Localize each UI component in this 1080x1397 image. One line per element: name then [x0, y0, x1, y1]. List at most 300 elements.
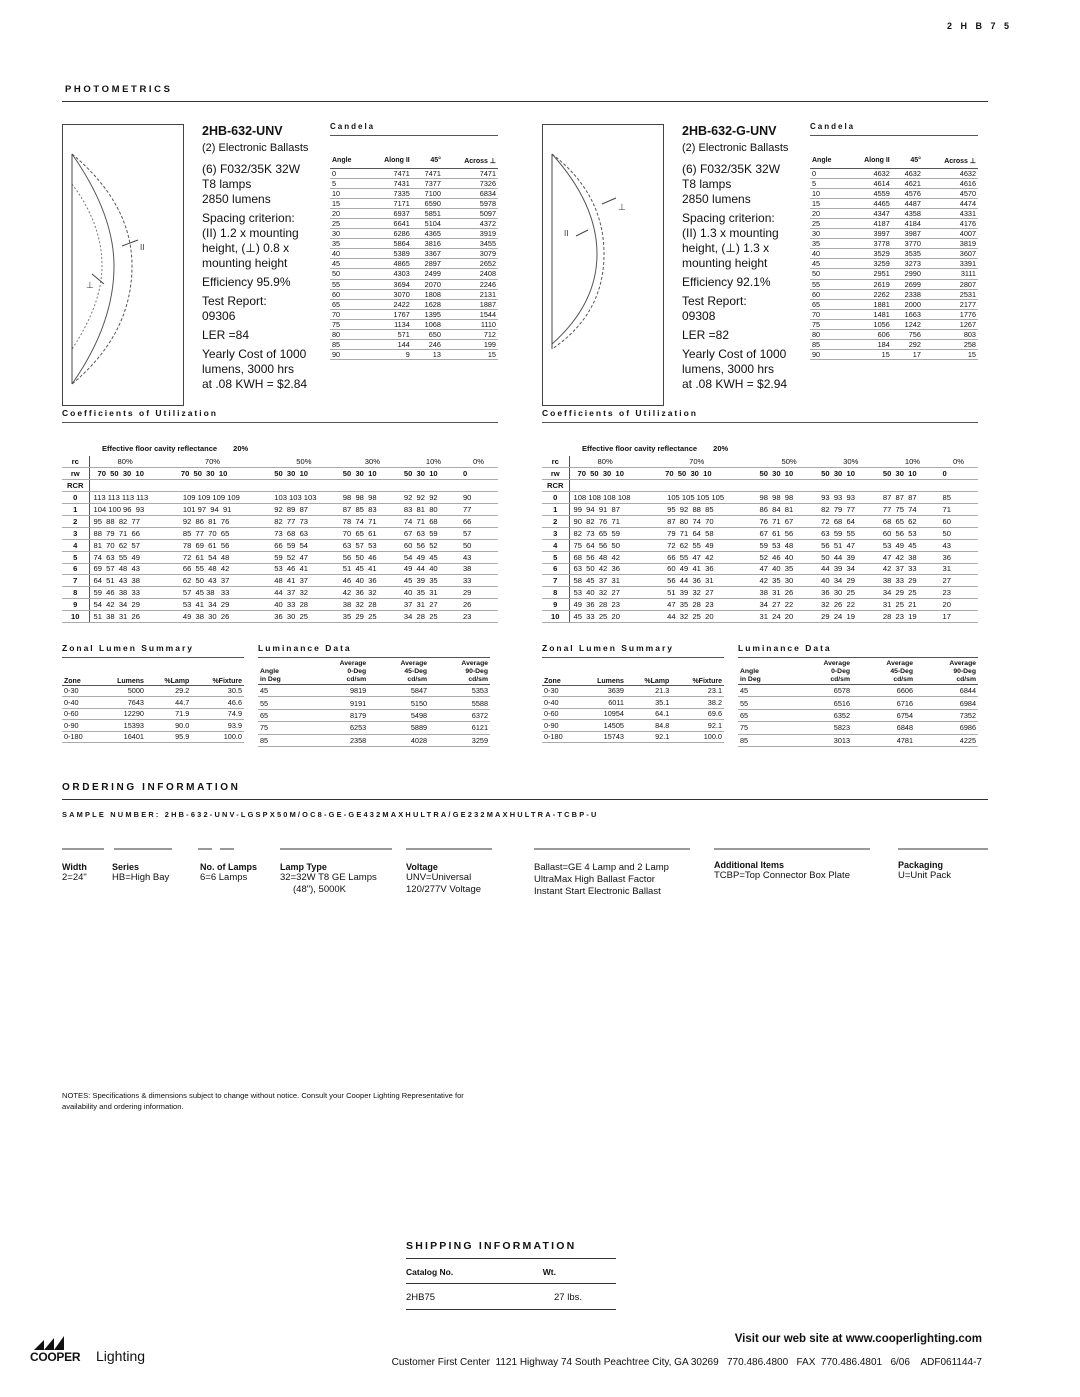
cu-value: 46 40 36: [339, 575, 400, 587]
cu-value: 69 57 48 43: [89, 563, 177, 575]
table-cell: 4614: [846, 178, 892, 188]
table-row: [62, 685, 244, 697]
spec-lamps: (6) F032/35K 32W: [682, 162, 781, 176]
cu-value: 53 46 41: [270, 563, 339, 575]
cu-value: 27: [941, 575, 978, 587]
cu-value: 93 93 93: [817, 492, 879, 504]
cu-efcr: [542, 443, 978, 454]
cu-value: 38: [461, 563, 498, 575]
table-cell: 65: [810, 299, 846, 309]
table-cell: 3639: [578, 685, 626, 697]
cu-value: 51 38 31 26: [89, 611, 177, 623]
luminance-body: [258, 685, 490, 747]
table-cell: 8179: [307, 709, 368, 721]
table-cell: 45: [330, 259, 366, 269]
table-cell: 5978: [443, 198, 498, 208]
table-cell: 7352: [915, 709, 978, 721]
candela-block: [810, 122, 978, 360]
table-row: [810, 289, 978, 299]
cu-value: 43: [461, 551, 498, 563]
table-cell: 1481: [846, 309, 892, 319]
cu-value: 50 44 39: [817, 551, 879, 563]
cu-value: 31 24 20: [755, 611, 817, 623]
order-lamps: [200, 862, 257, 884]
rcr-value: 1: [542, 504, 569, 516]
table-cell: 6848: [852, 722, 915, 734]
rc-30: 30%: [817, 456, 879, 468]
col-zone: Zone: [62, 672, 98, 685]
rw-10: 50 30 10: [879, 468, 941, 480]
cu-row: [542, 539, 978, 551]
rc-50: 50%: [270, 456, 339, 468]
col-across: Across ⊥: [923, 154, 978, 168]
table-cell: 2131: [443, 289, 498, 299]
cu-value: 32 26 22: [817, 599, 879, 611]
cu-value: 42 35 30: [755, 575, 817, 587]
table-row: [810, 188, 978, 198]
cu-value: 53 41 34 29: [177, 599, 270, 611]
table-cell: 60: [330, 289, 366, 299]
table-cell: 20: [330, 208, 366, 218]
cu-value: 36 30 25: [817, 587, 879, 599]
table-row: [330, 319, 498, 329]
table-cell: 85: [738, 734, 789, 746]
table-cell: 0-180: [62, 731, 98, 743]
cu-value: 51 39 32 27: [661, 587, 755, 599]
table-cell: 4007: [923, 229, 978, 239]
cu-value: 59 52 47: [270, 551, 339, 563]
table-cell: 246: [412, 340, 443, 350]
table-cell: 35: [810, 239, 846, 249]
col-45: 45°: [892, 154, 923, 168]
luminance-block-1: [258, 643, 490, 747]
spec-report-label: Test Report:: [682, 294, 747, 308]
cu-value: 47 40 35: [755, 563, 817, 575]
table-cell: 6986: [915, 722, 978, 734]
table-cell: 64.1: [626, 708, 671, 720]
order-series: [112, 862, 169, 884]
spec-spacing: Spacing criterion:: [682, 211, 775, 225]
spec-spacing-ii: (II) 1.2 x mounting: [202, 226, 299, 240]
cu-row: [62, 587, 498, 599]
table-cell: 6352: [789, 709, 852, 721]
table-cell: 4365: [412, 229, 443, 239]
cu-table: [542, 456, 978, 623]
table-cell: 4303: [366, 269, 412, 279]
cu-value: 72 61 54 48: [177, 551, 270, 563]
table-cell: 30: [330, 229, 366, 239]
panel-title: 2HB-632-UNV: [202, 124, 283, 138]
table-cell: 100.0: [191, 731, 244, 743]
table-cell: 16401: [98, 731, 146, 743]
spec-spacing-ii: (II) 1.3 x mounting: [682, 226, 779, 240]
efcr-value: 20%: [713, 444, 729, 453]
table-row: [62, 731, 244, 743]
table-row: [542, 720, 724, 732]
table-cell: 65: [738, 709, 789, 721]
cu-value: 98 98 98: [339, 492, 400, 504]
cu-value: 92 86 81 76: [177, 515, 270, 527]
table-cell: 85: [330, 340, 366, 350]
table-cell: 2951: [846, 269, 892, 279]
spec-cost-1: Yearly Cost of 1000: [682, 347, 787, 361]
table-cell: 6754: [852, 709, 915, 721]
col-45deg: Average 45-Deg cd/sm: [852, 660, 915, 685]
table-cell: 3607: [923, 249, 978, 259]
table-row: [258, 722, 490, 734]
table-row: [738, 709, 978, 721]
table-cell: 4465: [846, 198, 892, 208]
cu-value: 60 56 53: [879, 527, 941, 539]
table-cell: 15393: [98, 720, 146, 732]
zonal-block-1: [62, 643, 244, 743]
table-cell: 6844: [915, 685, 978, 697]
cu-value: 29 24 19: [817, 611, 879, 623]
shipping-col-catalog: Catalog No.: [406, 1267, 454, 1277]
cu-value: 44 39 34: [817, 563, 879, 575]
table-cell: 75: [738, 722, 789, 734]
notes: NOTES: Specifications & dimensions subject to change without notice. Consult your Cooper Lighting Representative for availability and ordering information.: [62, 1091, 464, 1111]
spec-spacing: Spacing criterion:: [202, 211, 295, 225]
col-angle: Angle: [330, 154, 366, 168]
table-cell: 25: [810, 218, 846, 228]
cu-value: 88 79 71 66: [89, 527, 177, 539]
table-row: [810, 198, 978, 208]
cu-value: 98 98 98: [755, 492, 817, 504]
order-voltage: [406, 862, 481, 896]
table-cell: 38.2: [671, 697, 724, 709]
table-cell: 55: [258, 697, 307, 709]
rc-70: 70%: [661, 456, 755, 468]
table-cell: 2990: [892, 269, 923, 279]
rcr-value: 10: [62, 611, 89, 623]
logo-mark-icon: [34, 1336, 64, 1350]
table-cell: 5: [810, 178, 846, 188]
cu-value: 40 35 31: [400, 587, 461, 599]
spec-spacing-perp: height, (⊥) 1.3 x: [682, 241, 770, 255]
cu-value: 43: [941, 539, 978, 551]
cu-value: 54 49 45: [400, 551, 461, 563]
table-cell: 0-90: [542, 720, 578, 732]
cu-value: 48 41 37: [270, 575, 339, 587]
table-cell: 4632: [892, 168, 923, 178]
table-cell: 6834: [443, 188, 498, 198]
cu-value: 47 42 38: [879, 551, 941, 563]
table-cell: 1056: [846, 319, 892, 329]
cu-row: [62, 551, 498, 563]
table-cell: 4559: [846, 188, 892, 198]
table-cell: 1395: [412, 309, 443, 319]
table-cell: 6641: [366, 218, 412, 228]
cu-value: 66 55 47 42: [661, 551, 755, 563]
table-cell: 55: [810, 279, 846, 289]
table-cell: 7377: [412, 178, 443, 188]
spec-lamps: (6) F032/35K 32W: [202, 162, 301, 176]
cu-value: 38 31 26: [755, 587, 817, 599]
table-cell: 0-40: [62, 697, 98, 709]
rc-50: 50%: [755, 456, 817, 468]
cu-value: 49 44 40: [400, 563, 461, 575]
cu-value: 70 65 61: [339, 527, 400, 539]
table-cell: 5498: [368, 709, 429, 721]
table-cell: 6716: [852, 697, 915, 709]
rw-30: 50 30 10: [339, 468, 400, 480]
table-row: [330, 198, 498, 208]
efcr-label: Effective floor cavity reflectance: [582, 444, 698, 453]
zonal-title: Zonal Lumen Summary: [62, 643, 244, 658]
spec-report-no: 09308: [682, 309, 716, 323]
cu-value: 26: [461, 599, 498, 611]
order-voltage-head: Voltage: [406, 862, 438, 872]
cu-value: 60: [941, 515, 978, 527]
table-cell: 21.3: [626, 685, 671, 697]
cu-value: 34 29 25: [879, 587, 941, 599]
cu-value: 36: [941, 551, 978, 563]
rw-label: rw: [542, 468, 569, 480]
table-cell: 3529: [846, 249, 892, 259]
cu-value: 92 89 87: [270, 504, 339, 516]
table-row: [810, 218, 978, 228]
website-link[interactable]: Visit our web site at www.cooperlighting.com: [734, 1333, 982, 1345]
cu-block-1: [62, 408, 498, 623]
cu-row: [62, 527, 498, 539]
cu-value: 83 81 80: [400, 504, 461, 516]
table-cell: 1544: [443, 309, 498, 319]
table-cell: 1110: [443, 319, 498, 329]
table-cell: 2000: [892, 299, 923, 309]
table-cell: 25: [330, 218, 366, 228]
table-cell: 5823: [789, 722, 852, 734]
table-cell: 5864: [366, 239, 412, 249]
table-cell: 7431: [366, 178, 412, 188]
luminance-title: Luminance Data: [258, 643, 490, 658]
spec-ler: LER =82: [682, 328, 730, 342]
spec-lamp-type: T8 lamps: [682, 177, 732, 191]
table-cell: 4225: [915, 734, 978, 746]
cu-value: 50: [461, 539, 498, 551]
order-series-head: Series: [112, 862, 140, 872]
ordering-boxes: [62, 845, 988, 895]
zonal-table: [542, 672, 724, 743]
table-cell: 1628: [412, 299, 443, 309]
table-cell: 17: [892, 350, 923, 360]
table-cell: 2897: [412, 259, 443, 269]
shipping-weight: 27 lbs.: [554, 1292, 582, 1303]
cu-value: 57 45 38 33: [177, 587, 270, 599]
table-row: [810, 269, 978, 279]
rcr-value: 2: [62, 515, 89, 527]
table-cell: 93.9: [191, 720, 244, 732]
cu-value: 82 77 73: [270, 515, 339, 527]
table-cell: 7471: [412, 168, 443, 178]
col-lumens: Lumens: [578, 672, 626, 685]
rc-0: 0%: [461, 456, 498, 468]
table-row: [62, 697, 244, 709]
cu-value: 77 75 74: [879, 504, 941, 516]
table-cell: 5851: [412, 208, 443, 218]
table-cell: 3367: [412, 249, 443, 259]
table-row: [330, 229, 498, 239]
footer-address: Customer First Center 1121 Highway 74 South Peachtree City, GA 30269 770.486.4800 FAX 770.486.4801 6/06 ADF061144-7: [391, 1357, 982, 1368]
table-cell: 6253: [307, 722, 368, 734]
rcr-value: 9: [542, 599, 569, 611]
cu-value: 31: [941, 563, 978, 575]
order-voltage-value-2: 120/277V Voltage: [406, 884, 482, 895]
table-cell: 6372: [429, 709, 490, 721]
cu-value: 104 100 96 93: [89, 504, 177, 516]
rcr-label: RCR: [62, 480, 89, 492]
table-cell: 69.6: [671, 708, 724, 720]
cu-value: 54 42 34 29: [89, 599, 177, 611]
cu-value: 38 32 28: [339, 599, 400, 611]
table-cell: 5000: [98, 685, 146, 697]
col-fixture: %Fixture: [671, 672, 724, 685]
cu-value: 87 80 74 70: [661, 515, 755, 527]
table-cell: 571: [366, 330, 412, 340]
table-row: [810, 299, 978, 309]
table-cell: 258: [923, 340, 978, 350]
table-cell: 1663: [892, 309, 923, 319]
rcr-value: 7: [62, 575, 89, 587]
zonal-body: [542, 685, 724, 743]
spec-efficiency: Efficiency 92.1%: [682, 275, 771, 289]
rw-0: 0: [941, 468, 978, 480]
table-cell: 75: [258, 722, 307, 734]
rc-80: 80%: [89, 456, 177, 468]
cu-row: [542, 492, 978, 504]
table-cell: 90.0: [146, 720, 191, 732]
table-cell: 70: [330, 309, 366, 319]
table-row: [810, 208, 978, 218]
table-cell: 0: [810, 168, 846, 178]
cu-value: 113 113 113 113: [89, 492, 177, 504]
cu-row: [542, 587, 978, 599]
cu-value: 71: [941, 504, 978, 516]
cu-value: 57: [461, 527, 498, 539]
cu-value: 87 85 83: [339, 504, 400, 516]
cu-value: 40 34 29: [817, 575, 879, 587]
table-cell: 184: [846, 340, 892, 350]
spec-lumens: 2850 lumens: [202, 192, 271, 206]
table-cell: 3259: [429, 734, 490, 746]
table-cell: 0-180: [542, 731, 578, 743]
rcr-value: 1: [62, 504, 89, 516]
cu-value: 95 88 82 77: [89, 515, 177, 527]
cu-row: [542, 575, 978, 587]
cu-title: Coefficients of Utilization: [62, 408, 498, 423]
rw-10: 50 30 10: [400, 468, 461, 480]
table-row: [542, 731, 724, 743]
table-cell: 13: [412, 350, 443, 360]
table-row: [330, 218, 498, 228]
order-lamp-type: [280, 862, 377, 896]
table-cell: 15: [810, 198, 846, 208]
cu-value: 53 49 45: [879, 539, 941, 551]
table-cell: 4028: [368, 734, 429, 746]
table-cell: 2807: [923, 279, 978, 289]
col-zone: Zone: [542, 672, 578, 685]
col-angle: Angle: [810, 154, 846, 168]
cu-row: [62, 611, 498, 623]
table-cell: 4331: [923, 208, 978, 218]
spec-lamp-type: T8 lamps: [202, 177, 252, 191]
cu-value: 20: [941, 599, 978, 611]
table-row: [810, 178, 978, 188]
panel-2hb-632-unv: [62, 122, 498, 412]
spec-mount: mounting height: [202, 256, 288, 270]
table-cell: 2246: [443, 279, 498, 289]
col-fixture: %Fixture: [191, 672, 244, 685]
table-row: [810, 249, 978, 259]
shipping-row: [406, 1292, 616, 1310]
cu-value: 36 30 25: [270, 611, 339, 623]
luminance-table: [258, 660, 490, 747]
table-cell: 92.1: [626, 731, 671, 743]
table-cell: 12290: [98, 708, 146, 720]
cu-value: 95 92 88 85: [661, 504, 755, 516]
table-cell: 15: [330, 198, 366, 208]
order-lamp-type-value-2: (48"), 5000K: [293, 884, 347, 895]
table-row: [330, 340, 498, 350]
rcr-value: 3: [542, 527, 569, 539]
table-cell: 1776: [923, 309, 978, 319]
table-row: [810, 350, 978, 360]
rcr-value: 8: [542, 587, 569, 599]
cu-value: 44 37 32: [270, 587, 339, 599]
cu-value: 66 59 54: [270, 539, 339, 551]
table-row: [258, 697, 490, 709]
table-row: [542, 708, 724, 720]
order-additional-head: Additional Items: [714, 860, 785, 870]
table-cell: 3694: [366, 279, 412, 289]
table-cell: 7643: [98, 697, 146, 709]
rcr-value: 0: [542, 492, 569, 504]
cu-value: 87 87 87: [879, 492, 941, 504]
cu-value: 92 92 92: [400, 492, 461, 504]
table-cell: 3778: [846, 239, 892, 249]
table-cell: 6516: [789, 697, 852, 709]
table-cell: 3259: [846, 259, 892, 269]
table-cell: 30.5: [191, 685, 244, 697]
table-row: [810, 279, 978, 289]
table-row: [330, 259, 498, 269]
table-cell: 2262: [846, 289, 892, 299]
table-cell: 5: [330, 178, 366, 188]
table-cell: 9819: [307, 685, 368, 697]
cu-value: 99 94 91 87: [569, 504, 661, 516]
table-cell: 6578: [789, 685, 852, 697]
zonal-block-2: [542, 643, 724, 743]
cu-value: 60 49 41 36: [661, 563, 755, 575]
table-row: [738, 734, 978, 746]
rcr-value: 0: [62, 492, 89, 504]
efcr-label: Effective floor cavity reflectance: [102, 444, 218, 453]
col-45: 45°: [412, 154, 443, 168]
col-along: Along II: [366, 154, 412, 168]
table-cell: 45: [810, 259, 846, 269]
cu-value: 85 77 70 65: [177, 527, 270, 539]
table-cell: 712: [443, 330, 498, 340]
rw-50: 50 30 10: [755, 468, 817, 480]
table-row: [330, 178, 498, 188]
table-cell: 30: [810, 229, 846, 239]
table-row: [810, 259, 978, 269]
table-cell: 5353: [429, 685, 490, 697]
spec-report-label: Test Report:: [202, 294, 267, 308]
table-cell: 0-60: [62, 708, 98, 720]
order-packaging: [898, 860, 951, 882]
table-cell: 84.8: [626, 720, 671, 732]
